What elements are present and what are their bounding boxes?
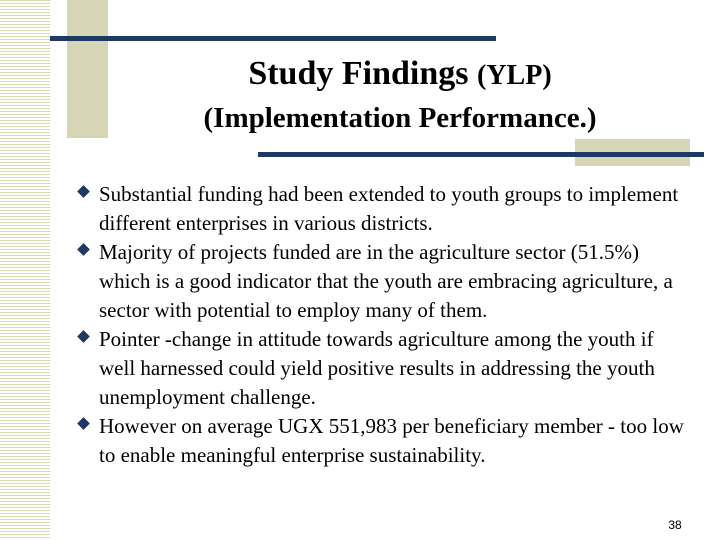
title-rule-top xyxy=(50,36,496,41)
bullet-item xyxy=(76,180,686,238)
decorative-stripe-strip xyxy=(0,0,50,540)
title-suffix: (YLP) xyxy=(477,60,552,91)
bullet-text: Majority of projects funded are in the agriculture sector (51.5%) which is a good indicator that the youth are embracing agriculture, a sector with potential to employ many of them. xyxy=(99,240,673,322)
bullet-text: Pointer -change in attitude towards agriculture among the youth if well harnessed could yield positive results in addressing the youth unemployment challenge. xyxy=(99,327,655,409)
bullet-item xyxy=(76,325,686,412)
diamond-bullet-icon xyxy=(77,417,90,430)
bullet-item xyxy=(76,238,686,325)
diamond-bullet-icon xyxy=(77,185,90,198)
slide-title xyxy=(100,53,700,139)
diamond-bullet-icon xyxy=(77,330,90,343)
title-line xyxy=(100,53,700,97)
slide-subtitle: (Implementation Performance.) xyxy=(203,102,597,134)
bullet-list xyxy=(76,180,686,470)
bullet-text: However on average UGX 551,983 per beneficiary member - too low to enable meaningful enterprise sustainability. xyxy=(99,414,684,467)
bullet-text: Substantial funding had been extended to youth groups to implement different enterprises in various districts. xyxy=(99,182,679,235)
title-main: Study Findings xyxy=(248,55,469,92)
bullet-item xyxy=(76,412,686,470)
page-number: 38 xyxy=(668,518,682,532)
diamond-bullet-icon xyxy=(77,243,90,256)
title-rule-bottom xyxy=(258,152,704,157)
